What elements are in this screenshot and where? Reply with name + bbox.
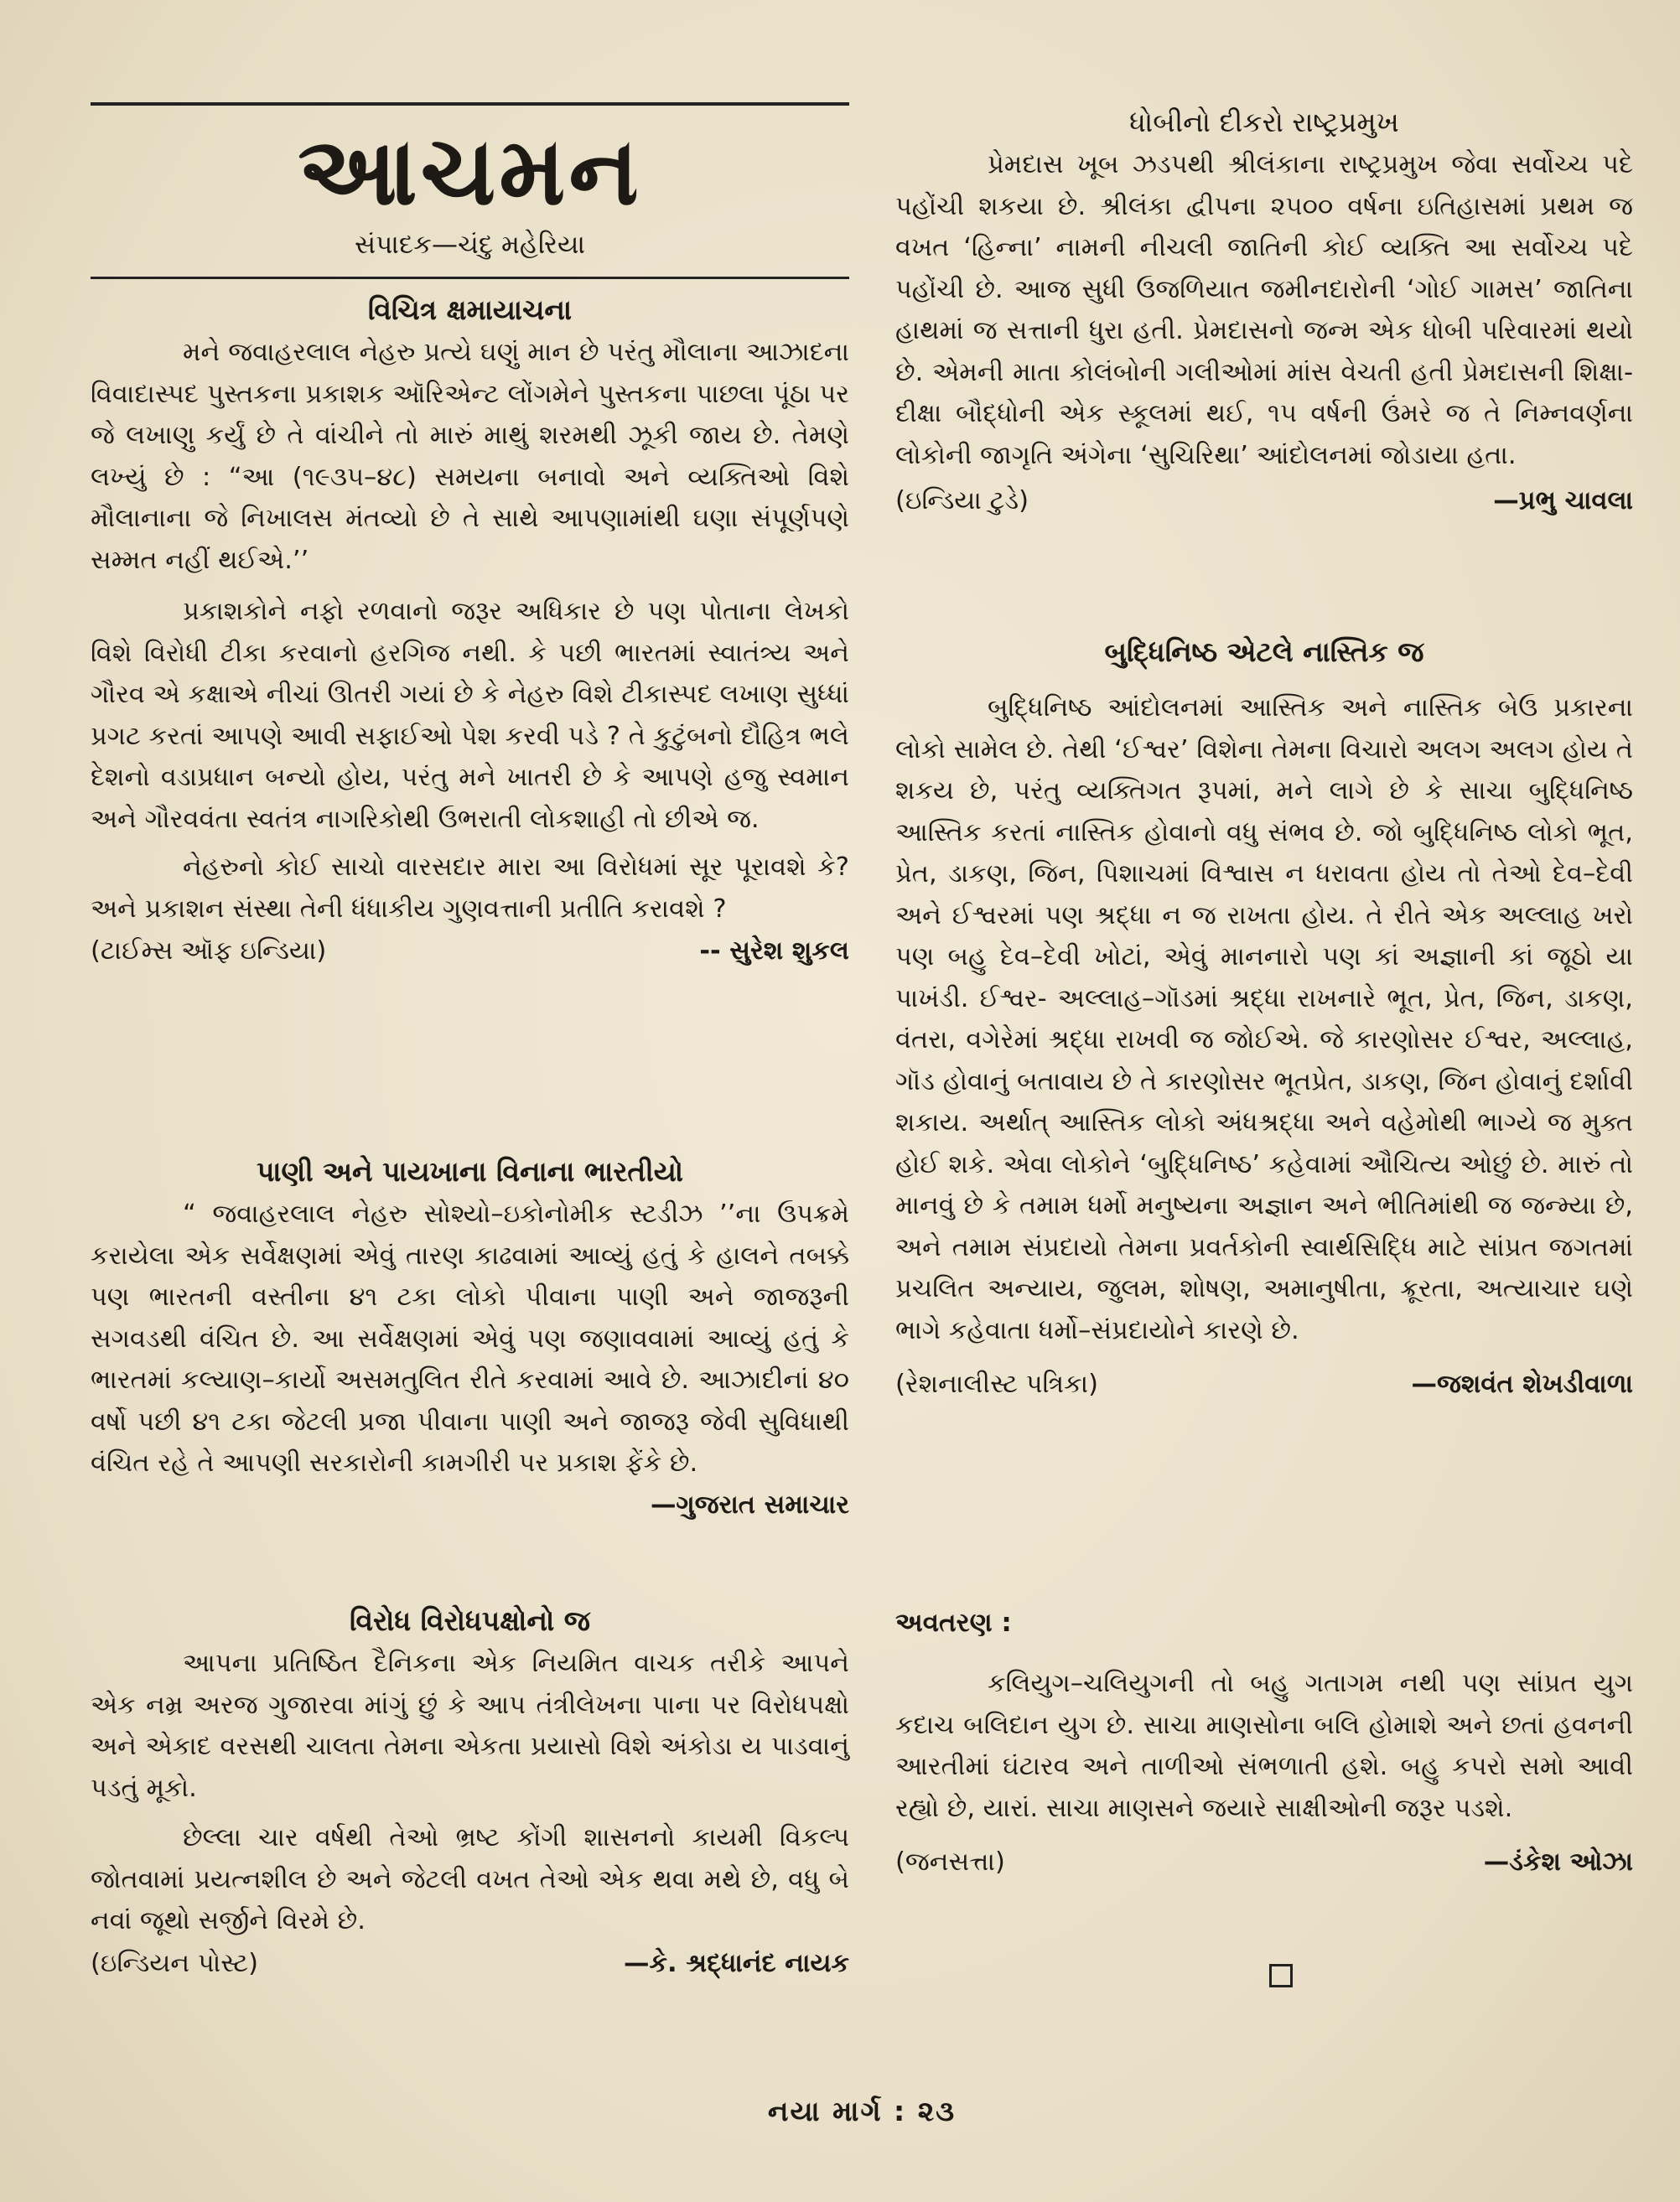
- article-paragraph: પ્રકાશકોને નફો રળવાનો જરૂર અધિકાર છે પણ પોતાના લેખકો વિશે વિરોધી ટીકા કરવાનો હરગિજ નથી. કે પછી ભારતમાં સ્વાતંત્ર્ય અને ગૌરવ એ કક્ષાએ નીચાં ઊતરી ગયાં છે કે નેહરુ વિશે ટીકાસ્પદ લખાણ સુધ્ધાં પ્રગટ કરતાં આપણે આવી સફાઈઓ પેશ કરવી પડે ? તે કુટુંબનો દૌહિત્ર ભલે દેશનો વડાપ્રધાન બન્યો હોય, પરંતુ મને ખાતરી છે કે આપણે હજુ સ્વમાન અને ગૌરવવંતા સ્વતંત્ર નાગરિકોથી ઉભરાતી લોકશાહી તો છીએ જ.: [91, 597, 849, 834]
- author-name: —ડંકેશ ઓઝા: [1483, 1847, 1633, 1877]
- author-name: —જશવંત શેખડીવાળા: [1411, 1370, 1633, 1399]
- source-name: (ઇન્ડિયા ટુડે): [895, 486, 1029, 516]
- quote-avataran: [895, 1599, 1633, 1884]
- article-dhobi-son-president: [895, 101, 1633, 523]
- source-line: [895, 1363, 1633, 1407]
- article-heading: પાણી અને પાયખાના વિનાના ભારતીયો: [257, 1155, 683, 1188]
- article-opposition: [91, 1599, 849, 1986]
- article-heading: ધોબીનો દીકરો રાષ્ટ્રપ્રમુખ: [1129, 106, 1399, 138]
- source-line: [895, 479, 1633, 523]
- article-water-sanitation: [91, 1150, 849, 1526]
- source-line: [91, 1942, 849, 1986]
- article-heading: બુદ્ધિનિષ્ઠ એટલે નાસ્તિક જ: [1104, 635, 1424, 668]
- page-footer: નયા માર્ગ : ૨૩: [767, 2095, 957, 2127]
- author-name: -- સુરેશ શુકલ: [699, 936, 849, 966]
- source-name: (જનસત્તા): [895, 1847, 1005, 1877]
- quote-label: અવતરણ :: [895, 1608, 1012, 1638]
- article-paragraph: નેહરુનો કોઈ સાચો વારસદાર મારા આ વિરોધમાં સૂર પૂરાવશે કે? અને પ્રકાશન સંસ્થા તેની ધંધાકીય ગુણવત્તાની પ્રતીતિ કરાવશે ?: [91, 852, 849, 924]
- top-rule: [91, 102, 849, 106]
- article-paragraph: બુદ્ધિનિષ્ઠ આંદોલનમાં આસ્તિક અને નાસ્તિક બેઉ પ્રકારના લોકો સામેલ છે. તેથી ‘ઈશ્વર’ વિશેના તેમના વિચારો અલગ અલગ હોય તે શકય છે, પરંતુ વ્યક્તિગત રૂપમાં, મને લાગે છે કે સાચા બુદ્ધિનિષ્ઠ આસ્તિક કરતાં નાસ્તિક હોવાનો વધુ સંભવ છે. જો બુદ્ધિનિષ્ઠ લોકો ભૂત, પ્રેત, ડાકણ, જિન, પિશાચમાં વિશ્વાસ ન ધરાવતા હોય તો તેઓ દેવ–દેવી અને ઈશ્વરમાં પણ શ્રદ્ધા ન જ રાખતા હોય. તે રીતે એક અલ્લાહ ખરો પણ બહુ દેવ–દેવી ખોટાં, એવું માનનારો પણ કાં અજ્ઞાની કાં જૂઠો યા પાખંડી. ઈશ્વર- અલ્લાહ–ગૉડમાં શ્રદ્ધા રાખનારે ભૂત, પ્રેત, જિન, ડાકણ, વંતરા, વગેરેમાં શ્રદ્ધા રાખવી જ જોઈએ. જે કારણોસર ઈશ્વર, અલ્લાહ, ગૉડ હોવાનું બતાવાય છે તે કારણોસર ભૂતપ્રેત, ડાકણ, જિન હોવાનું દર્શાવી શકાય. અર્થાત્ આસ્તિક લોકો અંધશ્રદ્ધા અને વહેમોથી ભાગ્યે જ મુક્ત હોઈ શકે. એવા લોકોને ‘બુદ્ધિનિષ્ઠ’ કહેવામાં ઔચિત્ય ઓછું છે. મારું તો માનવું છે કે તમામ ધર્મો મનુષ્યના અજ્ઞાન અને ભીતિમાંથી જ જન્મ્યા છે, અને તમામ સંપ્રદાયો તેમના પ્રવર્તકોની સ્વાર્થસિદ્ધિ માટે સાંપ્રત જગતમાં પ્રચલિત અન્યાય, જુલમ, શોષણ, અમાનુષીતા, ક્રૂરતા, અત્યાચાર ઘણે ભાગે કહેવાતા ધર્મો–સંપ્રદાયોને કારણે છે.: [895, 693, 1633, 1345]
- source-line: [91, 930, 849, 973]
- source-name: (રેશનાલીસ્ટ પત્રિકા): [895, 1370, 1099, 1399]
- source-name: (ટાઈમ્સ ઑફ ઇન્ડિયા): [91, 936, 327, 966]
- article-paragraph: મને જવાહરલાલ નેહરુ પ્રત્યે ઘણું માન છે પરંતુ મૌલાના આઝાદના વિવાદાસ્પદ પુસ્તકના પ્રકાશક ઑરિએન્ટ લોંગમેને પુસ્તકના પાછલા પૂંઠા પર જે લખાણુ કર્યું છે તે વાંચીને તો મારું માથું શરમથી ઝૂકી જાય છે. તેમણે લખ્યું છે : “આ (૧૯૩૫–૪૮) સમયના બનાવો અને વ્યક્તિઓ વિશે મૌલાનાના જે નિખાલસ મંતવ્યો છે તે સાથે આપણામાંથી ઘણા સંપૂર્ણપણે સમ્મત નહીં થઈએ.’’: [91, 338, 849, 575]
- editor-credit: સંપાદક—ચંદુ મહેરિયા: [355, 230, 585, 260]
- author-name: —પ્રભુ ચાવલા: [1493, 486, 1633, 516]
- source-name: (ઇન્ડિયન પોસ્ટ): [91, 1948, 258, 1978]
- article-paragraph: આપના પ્રતિષ્ઠિત દૈનિકના એક નિયમિત વાચક તરીકે આપને એક નમ્ર અરજ ગુજારવા માંગું છું કે આપ તંત્રીલેખના પાના પર વિરોધપક્ષો અને એકાદ વરસથી ચાલતા તેમના એકતા પ્રયાસો વિશે અંકોડા ય પાડવાનું પડતું મૂકો.: [91, 1649, 849, 1803]
- quote-paragraph: કલિયુગ–ચલિયુગની તો બહુ ગતાગમ નથી પણ સાંપ્રત યુગ કદાચ બલિદાન યુગ છે. સાચા માણસોના બલિ હોમાશે અને છતાં હવનની આરતીમાં ઘંટારવ અને તાળીઓ સંભળાતી હશે. બહુ કપરો સમો આવી રહ્યો છે, યારાં. સાચા માણસને જયારે સાક્ષીઓની જરૂર પડશે.: [895, 1669, 1633, 1823]
- article-strange-apology: [91, 288, 849, 973]
- column-title: આચમન: [298, 117, 642, 226]
- masthead-rule: [91, 277, 849, 279]
- author-name: —ગુજરાત સમાચાર: [650, 1490, 849, 1520]
- author-name: —કે. શ્રદ્ધાનંદ નાયક: [623, 1948, 849, 1978]
- article-paragraph: “ જવાહરલાલ નેહરુ સોશ્યો–ઇકોનોમીક સ્ટડીઝ ’’ના ઉપક્રમે કરાયેલા એક સર્વેક્ષણમાં એવું તારણ કાઢવામાં આવ્યું હતું કે હાલને તબક્કે પણ ભારતની વસ્તીના ૪૧ ટકા લોકો પીવાના પાણી અને જાજરૂની સગવડથી વંચિત છે. આ સર્વેક્ષણમાં એવું પણ જણાવવામાં આવ્યું હતું કે ભારતમાં કલ્યાણ–કાર્યો અસમતુલિત રીતે કરવામાં આવે છે. આઝાદીનાં ૪૦ વર્ષો પછી ૪૧ ટકા જેટલી પ્રજા પીવાના પાણી અને જાજરૂ જેવી સુવિધાથી વંચિત રહે તે આપણી સરકારોની કામગીરી પર પ્રકાશ ફેંકે છે.: [91, 1199, 849, 1478]
- source-line: [895, 1841, 1633, 1884]
- end-mark: [1269, 1964, 1293, 1987]
- article-rationalist-atheist: [895, 630, 1633, 1407]
- article-paragraph: છેલ્લા ચાર વર્ષથી તેઓ ભ્રષ્ટ કોંગી શાસનનો કાયમી વિકલ્પ જોતવામાં પ્રયત્નશીલ છે અને જેટલી વખત તેઓ એક થવા મથે છે, વધુ બે નવાં જૂથો સર્જીને વિરમે છે.: [91, 1823, 849, 1935]
- article-heading: વિચિત્ર ક્ષમાયાચના: [367, 293, 573, 326]
- article-heading: વિરોધ વિરોધપક્ષોનો જ: [350, 1604, 590, 1637]
- article-paragraph: પ્રેમદાસ ખૂબ ઝડપથી શ્રીલંકાના રાષ્ટ્રપ્રમુખ જેવા સર્વોચ્ચ પદે પહોંચી શકયા છે. શ્રીલંકા દ્વીપના ૨૫૦૦ વર્ષના ઇતિહાસમાં પ્રથમ જ વખત ‘હિન્ના’ નામની નીચલી જાતિની કોઈ વ્યક્તિ આ સર્વોચ્ચ પદે પહોંચી છે. આજ સુધી ઉજળિયાત જમીનદારોની ‘ગોઈ ગામસ’ જાતિના હાથમાં જ સત્તાની ધુરા હતી. પ્રેમદાસનો જન્મ એક ધોબી પરિવારમાં થયો છે. એમની માતા કોલંબોની ગલીઓમાં માંસ વેચતી હતી પ્રેમદાસની શિક્ષા-દીક્ષા બૌદ્ધોની એક સ્કૂલમાં થઈ, ૧૫ વર્ષની ઉંમરે જ તે નિમ્નવર્ણના લોકોની જાગૃતિ અંગેના ‘સુચિરિથા’ આંદોલનમાં જોડાયા હતા.: [895, 150, 1633, 470]
